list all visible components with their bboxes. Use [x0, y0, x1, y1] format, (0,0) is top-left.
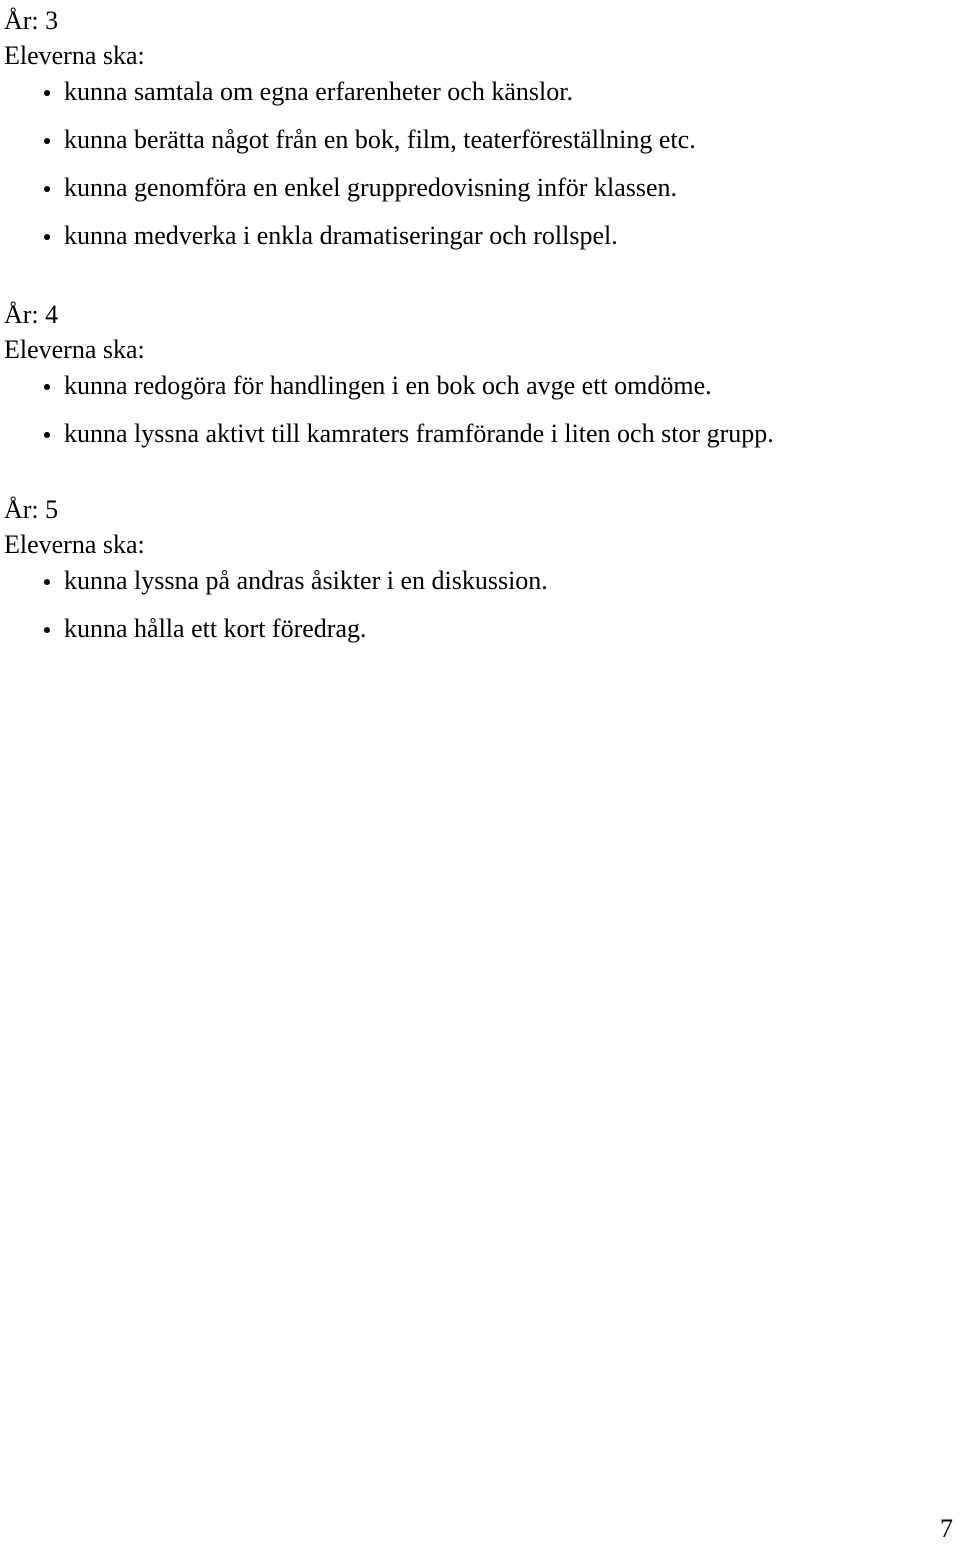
year-heading: År: 5 — [4, 495, 59, 524]
year-heading: År: 3 — [4, 6, 59, 35]
bullet-icon — [44, 384, 50, 390]
bullet-icon — [44, 627, 50, 633]
page-number: 7 — [940, 1514, 953, 1543]
list-item — [0, 568, 960, 616]
goal-list — [0, 373, 960, 469]
list-item-text: kunna lyssna på andras åsikter i en diskussion. — [64, 566, 548, 595]
list-item-text: kunna samtala om egna erfarenheter och känslor. — [64, 77, 573, 106]
list-item-text: kunna hålla ett kort föredrag. — [64, 614, 367, 643]
intro-line: Eleverna ska: — [4, 335, 145, 364]
goal-list — [0, 79, 960, 271]
goal-list — [0, 568, 960, 664]
year-heading: År: 4 — [4, 300, 59, 329]
bullet-icon — [44, 186, 50, 192]
bullet-icon — [44, 234, 50, 240]
list-item — [0, 79, 960, 127]
list-item-text: kunna redogöra för handlingen i en bok och avge ett omdöme. — [64, 371, 712, 400]
list-item-text: kunna genomföra en enkel gruppredovisning inför klassen. — [64, 173, 678, 202]
list-item — [0, 421, 960, 469]
bullet-icon — [44, 432, 50, 438]
intro-line: Eleverna ska: — [4, 530, 145, 559]
list-item — [0, 616, 960, 664]
bullet-icon — [44, 138, 50, 144]
list-item — [0, 223, 960, 271]
list-item-text: kunna medverka i enkla dramatiseringar och rollspel. — [64, 221, 618, 250]
list-item-text: kunna berätta något från en bok, film, teaterföreställning etc. — [64, 125, 696, 154]
list-item — [0, 127, 960, 175]
list-item — [0, 175, 960, 223]
list-item-text: kunna lyssna aktivt till kamraters framförande i liten och stor grupp. — [64, 419, 774, 448]
list-item — [0, 373, 960, 421]
intro-line: Eleverna ska: — [4, 41, 145, 70]
bullet-icon — [44, 579, 50, 585]
bullet-icon — [44, 90, 50, 96]
